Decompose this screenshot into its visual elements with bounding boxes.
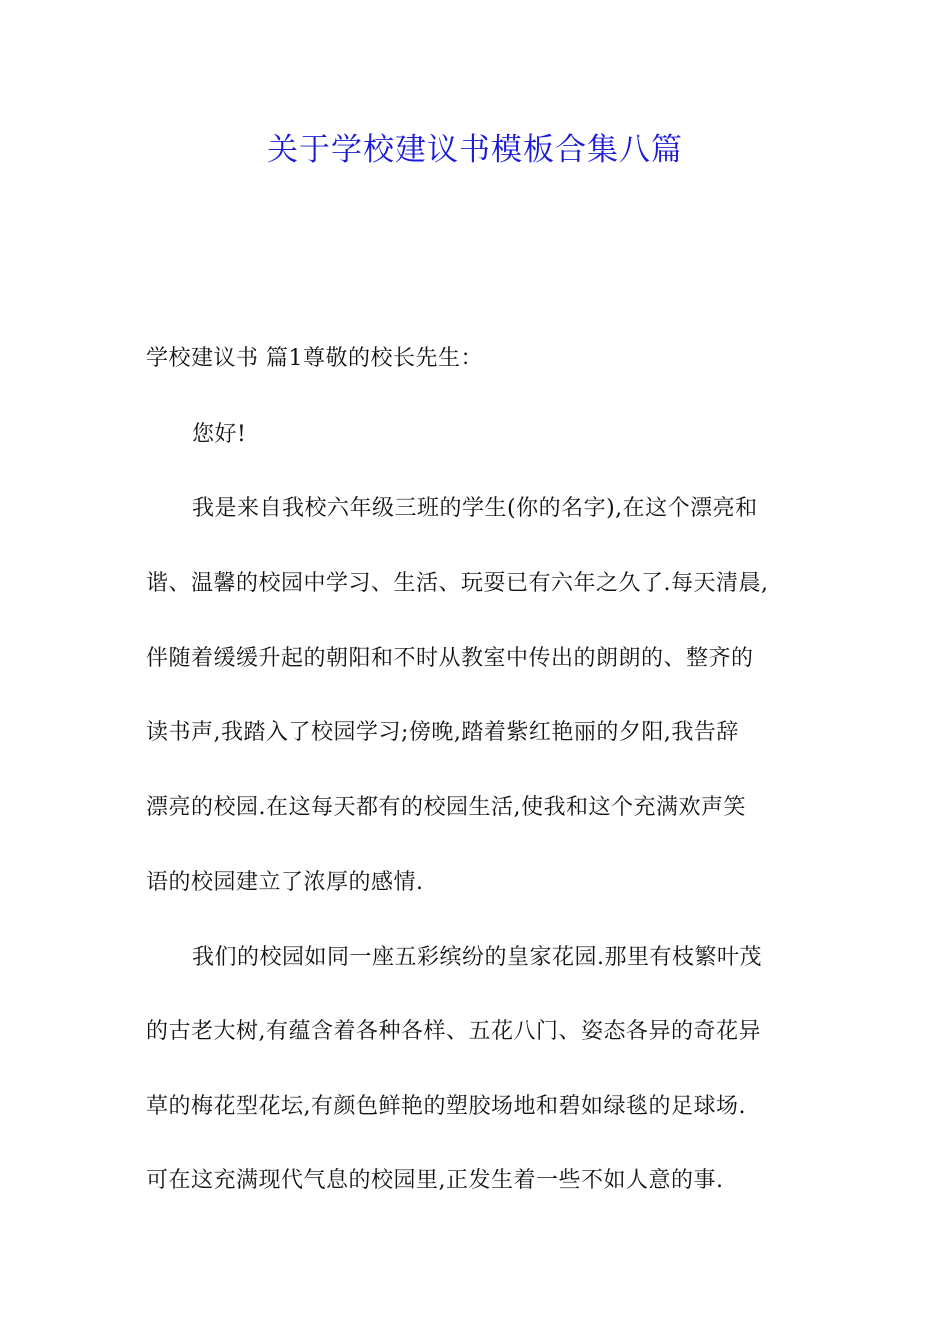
paragraph-line: 的古老大树,有蕴含着各种各样、五花八门、姿态各异的奇花异 [146, 1019, 761, 1044]
paragraph-line: 漂亮的校园.在这每天都有的校园生活,使我和这个充满欢声笑 [146, 795, 746, 820]
paragraph-line: 读书声,我踏入了校园学习;傍晚,踏着紫红艳丽的夕阳,我告辞 [146, 720, 739, 745]
paragraph-line: 可在这充满现代气息的校园里,正发生着一些不如人意的事. [146, 1168, 724, 1193]
document-title: 关于学校建议书模板合集八篇 [267, 132, 683, 168]
paragraph-line: 草的梅花型花坛,有颜色鲜艳的塑胶场地和碧如绿毯的足球场. [146, 1094, 746, 1119]
paragraph-line: 我是来自我校六年级三班的学生(你的名字),在这个漂亮和 [192, 496, 758, 521]
greeting-line: 您好! [192, 422, 247, 447]
paragraph-line: 语的校园建立了浓厚的感情. [146, 870, 424, 895]
paragraph-line: 我们的校园如同一座五彩缤纷的皇家花园.那里有枝繁叶茂 [192, 945, 762, 970]
paragraph-line: 伴随着缓缓升起的朝阳和不时从教室中传出的朗朗的、整齐的 [146, 646, 754, 671]
paragraph-line: 谐、温馨的校园中学习、生活、玩耍已有六年之久了.每天清晨, [146, 571, 769, 596]
salutation-line: 学校建议书 篇1尊敬的校长先生： [146, 346, 483, 371]
